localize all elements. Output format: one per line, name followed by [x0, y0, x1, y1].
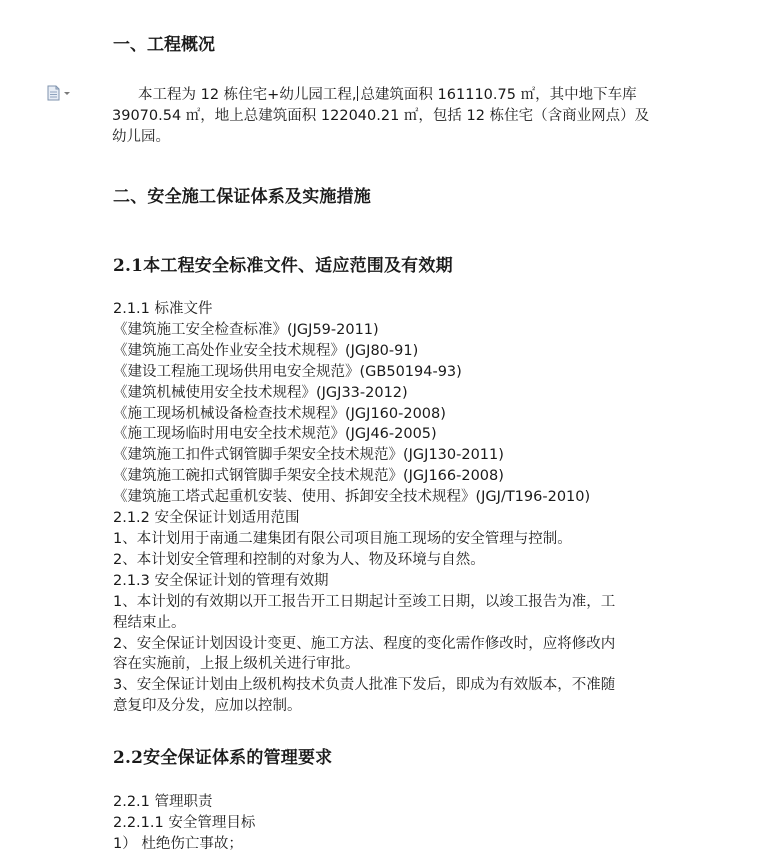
list-item: 《建设工程施工现场供用电安全规范》(GB50194-93)	[113, 363, 462, 380]
list-item: 2.1.1 标准文件	[113, 301, 213, 317]
list-item: 《建筑施工塔式起重机安装、使用、拆卸安全技术规程》(JGJ/T196-2010)	[113, 489, 591, 506]
paragraph-line-3: 幼儿园。	[112, 129, 170, 145]
list-item: 《建筑施工扣件式钢管脚手架安全技术规范》(JGJ130-2011)	[113, 447, 504, 464]
list-item: 3、安全保证计划由上级机构技术负责人批准下发后，即成为有效版本，不准随 意复印及分发，应加以控制。	[113, 677, 616, 715]
list-item: 2.2.1.1 安全管理目标	[113, 814, 256, 831]
list-item: 1、本计划的有效期以开工报告开工日期起计至竣工日期，以竣工报告为准，工 程结束止。	[113, 593, 616, 631]
section-heading-safety-system: 二、安全施工保证体系及实施措施	[113, 187, 371, 207]
section-heading-2-1: 2.1本工程安全标准文件、适应范围及有效期	[113, 256, 453, 276]
list-item: 1） 杜绝伤亡事故；	[113, 835, 243, 852]
list-item: 《施工现场机械设备检查技术规程》(JGJ160-2008)	[113, 405, 446, 422]
list-item: 2、本计划安全管理和控制的对象为人、物及环境与自然。	[113, 551, 485, 568]
list-item: 2.1.2 安全保证计划适用范围	[113, 510, 300, 527]
list-item: 2、安全保证计划因设计变更、施工方法、程度的变化需作修改时，应将修改内 容在实施前，上报上级机关进行审批。	[113, 635, 616, 673]
document-icon[interactable]	[46, 85, 72, 101]
management-list	[113, 792, 673, 855]
standards-list	[113, 299, 673, 717]
paragraph-line-2: 39070.54 ㎡，地上总建筑面积 122040.21 ㎡，包括 12 栋住宅（含商业网点）及	[112, 108, 650, 124]
list-item: 《建筑机械使用安全技术规程》(JGJ33-2012)	[113, 384, 408, 401]
list-item: 《建筑施工安全检查标准》(JGJ59-2011)	[113, 321, 379, 338]
list-item: 《建筑施工碗扣式钢管脚手架安全技术规范》(JGJ166-2008)	[113, 468, 504, 485]
list-item: 1、本计划用于南通二建集团有限公司项目施工现场的安全管理与控制。	[113, 530, 572, 547]
list-item: 《建筑施工高处作业安全技术规程》(JGJ80-91)	[113, 342, 419, 359]
text-cursor	[357, 86, 358, 101]
list-item: 《施工现场临时用电安全技术规范》(JGJ46-2005)	[113, 426, 437, 443]
list-item: 2.2.1 管理职责	[113, 794, 213, 810]
section-heading-2-2: 2.2安全保证体系的管理要求	[113, 748, 333, 768]
list-item: 2.1.3 安全保证计划的管理有效期	[113, 572, 329, 589]
section-heading-overview: 一、工程概况	[113, 35, 215, 55]
paragraph-line-1: 本工程为 12 栋住宅+幼儿园工程, 总建筑面积 161110.75 ㎡，其中地下车库	[138, 87, 637, 103]
overview-paragraph	[112, 85, 668, 148]
